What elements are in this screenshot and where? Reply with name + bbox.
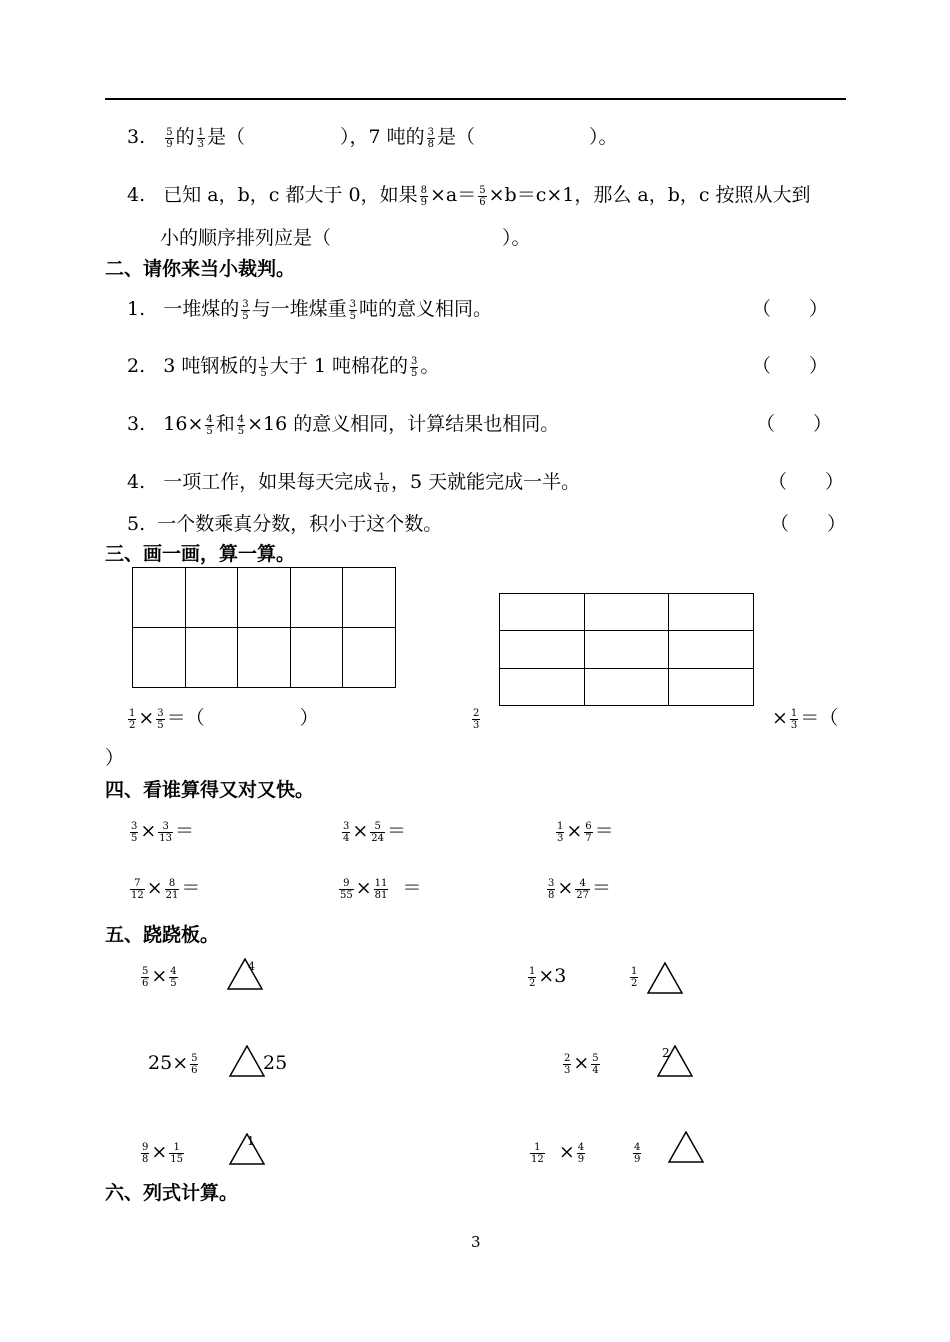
judge-item-4: 4. 一项工作，如果每天完成 $\frac{1}{10}$ ，5 天就能完成一半。	[127, 471, 581, 495]
seesaw-left-6: $\frac{1}{12}$ × $\frac{4}{9}$	[531, 1141, 585, 1165]
fraction: $\frac{5}{4}$	[592, 1052, 599, 1076]
right-calc-wrap: ）	[105, 747, 125, 769]
seesaw-right-4: 2	[662, 1046, 670, 1060]
fraction: $\frac{5}{24}$	[371, 820, 385, 844]
fraction: $\frac{1}{3}$	[790, 707, 798, 731]
fraction: $\frac{9}{55}$	[340, 877, 353, 901]
judge-item-2: 2. 3 吨钢板的 $\frac{1}{5}$ 大于 1 吨棉花的 $\frac{3}{5}$ 。	[127, 355, 440, 379]
fraction: $\frac{8}{9}$	[420, 184, 427, 208]
judge-answer-3[interactable]: （ ）	[756, 413, 833, 435]
fraction: $\frac{5}{6}$	[142, 965, 149, 989]
fraction: $\frac{3}{8}$	[548, 877, 555, 901]
section-5-title: 五、跷跷板。	[105, 924, 220, 946]
judge-answer-4[interactable]: （ ）	[768, 471, 845, 493]
calc-item-2: $\frac{3}{4}$ × $\frac{5}{24}$ ＝	[343, 820, 407, 844]
seesaw-right-1: 4	[248, 960, 255, 973]
seesaw-left-4: $\frac{2}{3}$ × $\frac{5}{4}$	[564, 1052, 599, 1076]
fraction: $\frac{5}{6}$	[479, 184, 486, 208]
fraction: $\frac{4}{27}$	[576, 877, 590, 901]
fraction: $\frac{1}{2}$	[631, 965, 638, 989]
seesaw-right-2	[628, 964, 640, 989]
fraction: $\frac{3}{13}$	[159, 820, 173, 844]
fraction: $\frac{1}{12}$	[531, 1141, 544, 1165]
fraction: $\frac{3}{5}$	[131, 820, 138, 844]
fraction: $\frac{3}{8}$	[427, 126, 435, 150]
fraction: $\frac{3}{5}$	[410, 355, 418, 379]
fraction: $\frac{4}{5}$	[206, 413, 213, 437]
calc-item-6: $\frac{3}{8}$ × $\frac{4}{27}$ ＝	[548, 877, 612, 901]
fraction: $\frac{4}{9}$	[634, 1141, 641, 1165]
fraction: $\frac{5}{6}$	[191, 1052, 198, 1076]
section-3-title: 三、画一画，算一算。	[105, 543, 296, 565]
fraction: $\frac{1}{3}$	[557, 820, 564, 844]
right-calc-rest: × $\frac{1}{3}$ ＝（	[772, 707, 839, 731]
seesaw-right-6	[631, 1140, 643, 1165]
fraction: $\frac{1}{15}$	[170, 1141, 184, 1165]
fraction: $\frac{3}{4}$	[343, 820, 350, 844]
right-drawing-grid[interactable]	[499, 593, 754, 706]
header-rule	[105, 98, 846, 100]
seesaw-left-5: $\frac{9}{8}$ × $\frac{1}{15}$	[142, 1141, 184, 1165]
fill-question-4-line2: 小的顺序排列应是（ ）。	[160, 227, 531, 249]
calc-item-3: $\frac{1}{3}$ × $\frac{6}{7}$ ＝	[557, 820, 614, 844]
seesaw-right-3: 25	[263, 1052, 288, 1074]
fraction: $\frac{3}{5}$	[349, 298, 357, 322]
judge-answer-1[interactable]: （ ）	[752, 298, 829, 320]
calc-item-4: $\frac{7}{12}$ × $\frac{8}{21}$ ＝	[131, 877, 201, 901]
calc-item-1: $\frac{3}{5}$ × $\frac{3}{13}$ ＝	[131, 820, 195, 844]
triangle-icon[interactable]	[229, 1045, 265, 1077]
seesaw-left-2: $\frac{1}{2}$ ×3	[529, 965, 567, 989]
fraction: $\frac{1}{5}$	[260, 355, 267, 379]
page-number: 3	[471, 1233, 481, 1251]
triangle-icon[interactable]	[227, 958, 263, 990]
fraction: $\frac{1}{3}$	[197, 126, 205, 150]
fraction: $\frac{1}{10}$	[375, 471, 389, 495]
fraction: $\frac{3}{5}$	[157, 707, 164, 731]
seesaw-left-3: 25× $\frac{5}{6}$	[148, 1052, 198, 1076]
fraction: $\frac{1}{2}$	[529, 965, 536, 989]
fraction: $\frac{9}{8}$	[142, 1141, 149, 1165]
fill-question-3: 3. $\frac{5}{9}$ 的 $\frac{1}{3}$ 是（ ），7 吨的 $\frac{3}{8}$ 是（ ）。	[127, 126, 618, 150]
triangle-icon[interactable]	[668, 1131, 704, 1163]
seesaw-left-1: $\frac{5}{6}$ × $\frac{4}{5}$	[142, 965, 177, 989]
right-calc-first-fraction	[470, 706, 482, 731]
fraction: $\frac{11}{81}$	[374, 877, 388, 901]
judge-item-3: 3. 16× $\frac{4}{5}$ 和 $\frac{4}{5}$ ×16 的意义相同，计算结果也相同。	[127, 413, 560, 437]
fraction: $\frac{4}{5}$	[237, 413, 245, 437]
fill-question-4: 4. 已知 a，b，c 都大于 0，如果 $\frac{8}{9}$ ×a＝ $\frac{5}{6}$ ×b＝c×1，那么 a，b，c 按照从大到	[127, 184, 811, 208]
fraction: $\frac{1}{2}$	[129, 707, 136, 731]
calc-item-5: $\frac{9}{55}$ × $\frac{11}{81}$ ＝	[340, 877, 422, 901]
fraction: $\frac{4}{5}$	[170, 965, 177, 989]
judge-item-5: 5. 一个数乘真分数，积小于这个数。	[127, 513, 443, 535]
triangle-icon[interactable]	[647, 962, 683, 994]
fraction: $\frac{2}{3}$	[564, 1052, 571, 1076]
fraction: $\frac{4}{9}$	[577, 1141, 585, 1165]
section-2-title: 二、请你来当小裁判。	[105, 258, 296, 280]
fraction: $\frac{2}{3}$	[473, 707, 480, 731]
section-6-title: 六、列式计算。	[105, 1182, 239, 1204]
fraction: $\frac{8}{21}$	[165, 877, 179, 901]
judge-answer-2[interactable]: （ ）	[752, 355, 829, 377]
fraction: $\frac{5}{9}$	[166, 126, 173, 150]
fraction: $\frac{6}{7}$	[585, 820, 592, 844]
seesaw-right-5: 1	[247, 1134, 255, 1148]
judge-answer-5[interactable]: （ ）	[770, 513, 847, 535]
fraction: $\frac{7}{12}$	[131, 877, 144, 901]
section-4-title: 四、看谁算得又对又快。	[105, 779, 315, 801]
fraction: $\frac{3}{5}$	[242, 298, 249, 322]
left-drawing-grid[interactable]	[132, 567, 396, 688]
judge-item-1: 1. 一堆煤的 $\frac{3}{5}$ 与一堆煤重 $\frac{3}{5}$ 吨的意义相同。	[127, 298, 493, 322]
left-calc: $\frac{1}{2}$ × $\frac{3}{5}$ ＝（ ）	[129, 707, 319, 731]
